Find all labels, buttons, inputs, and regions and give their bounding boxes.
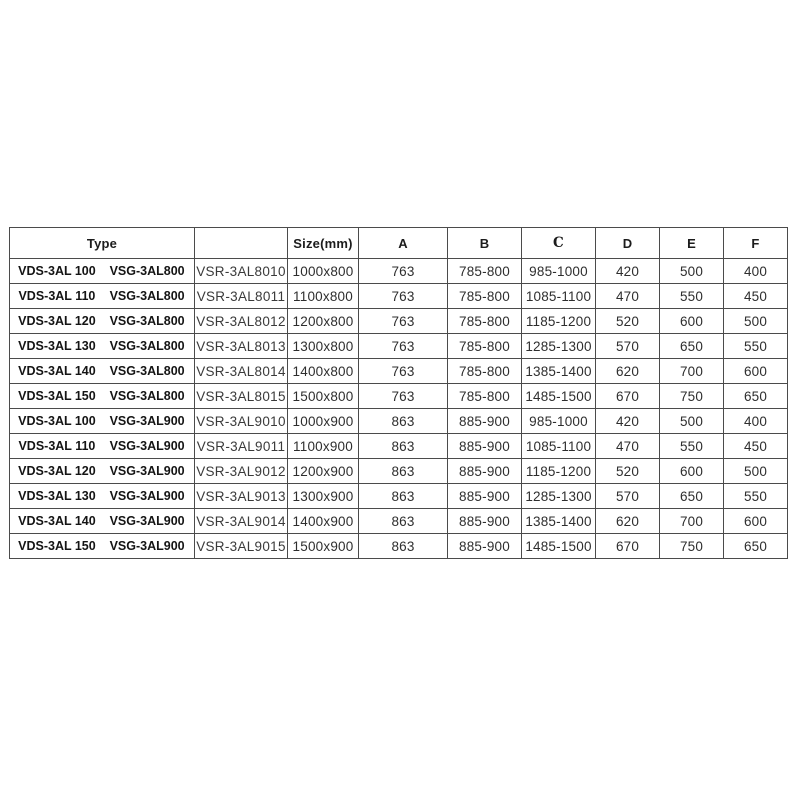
dim-e-cell: 750	[660, 534, 724, 559]
type-vsg-model: VSG-3AL900	[109, 439, 185, 453]
type-vds-model: VDS-3AL 140	[18, 364, 96, 378]
dim-d-cell: 470	[596, 284, 660, 309]
dim-b-cell: 785-800	[448, 359, 522, 384]
type-vsg-model: VSG-3AL800	[109, 339, 185, 353]
dim-d-cell: 520	[596, 309, 660, 334]
type-vds-model: VDS-3AL 100	[18, 264, 96, 278]
dim-e-cell: 550	[660, 434, 724, 459]
dim-b-cell: 785-800	[448, 309, 522, 334]
dim-a-cell: 863	[359, 459, 448, 484]
dim-b-cell: 885-900	[448, 509, 522, 534]
dim-d-cell: 670	[596, 534, 660, 559]
model-code-cell: VSR-3AL8011	[195, 284, 288, 309]
type-cell	[10, 409, 195, 434]
dim-d-cell: 670	[596, 384, 660, 409]
dim-f-cell: 650	[724, 534, 788, 559]
col-header-size: Size(mm)	[288, 228, 359, 259]
col-header-e: E	[660, 228, 724, 259]
col-header-code	[195, 228, 288, 259]
type-cell	[10, 484, 195, 509]
dim-c-cell: 985-1000	[522, 409, 596, 434]
table-row	[10, 484, 788, 509]
size-cell: 1200x900	[288, 459, 359, 484]
size-cell: 1000x800	[288, 259, 359, 284]
dim-f-cell: 400	[724, 409, 788, 434]
dim-a-cell: 763	[359, 284, 448, 309]
type-vds-model: VDS-3AL 120	[18, 314, 96, 328]
dim-f-cell: 650	[724, 384, 788, 409]
type-cell	[10, 459, 195, 484]
dim-d-cell: 620	[596, 509, 660, 534]
model-code-cell: VSR-3AL9015	[195, 534, 288, 559]
dim-a-cell: 763	[359, 334, 448, 359]
header-row	[10, 228, 788, 259]
dim-e-cell: 500	[660, 259, 724, 284]
dim-d-cell: 570	[596, 484, 660, 509]
dim-f-cell: 500	[724, 459, 788, 484]
size-cell: 1400x900	[288, 509, 359, 534]
model-code-cell: VSR-3AL8013	[195, 334, 288, 359]
table-row	[10, 459, 788, 484]
dim-f-cell: 500	[724, 309, 788, 334]
type-cell	[10, 434, 195, 459]
type-vsg-model: VSG-3AL900	[109, 414, 185, 428]
dim-b-cell: 785-800	[448, 259, 522, 284]
col-header-b: B	[448, 228, 522, 259]
dim-a-cell: 863	[359, 409, 448, 434]
dim-c-cell: 1285-1300	[522, 484, 596, 509]
type-vsg-model: VSG-3AL800	[109, 389, 185, 403]
dim-b-cell: 885-900	[448, 434, 522, 459]
size-cell: 1300x800	[288, 334, 359, 359]
dim-c-cell: 1185-1200	[522, 309, 596, 334]
dim-b-cell: 785-800	[448, 384, 522, 409]
dim-b-cell: 885-900	[448, 409, 522, 434]
type-vsg-model: VSG-3AL800	[109, 364, 185, 378]
dim-b-cell: 785-800	[448, 284, 522, 309]
dim-a-cell: 863	[359, 484, 448, 509]
type-vsg-model: VSG-3AL800	[109, 289, 185, 303]
dim-b-cell: 785-800	[448, 334, 522, 359]
dim-c-cell: 1085-1100	[522, 284, 596, 309]
dim-c-cell: 1085-1100	[522, 434, 596, 459]
model-code-cell: VSR-3AL9012	[195, 459, 288, 484]
dim-a-cell: 863	[359, 434, 448, 459]
model-code-cell: VSR-3AL8010	[195, 259, 288, 284]
type-vsg-model: VSG-3AL800	[109, 264, 185, 278]
model-code-cell: VSR-3AL8012	[195, 309, 288, 334]
dim-f-cell: 550	[724, 484, 788, 509]
dim-e-cell: 600	[660, 459, 724, 484]
dim-e-cell: 650	[660, 484, 724, 509]
type-vds-model: VDS-3AL 150	[18, 389, 96, 403]
size-cell: 1200x800	[288, 309, 359, 334]
size-cell: 1100x900	[288, 434, 359, 459]
model-code-cell: VSR-3AL9013	[195, 484, 288, 509]
dim-d-cell: 420	[596, 409, 660, 434]
dim-e-cell: 500	[660, 409, 724, 434]
dim-e-cell: 650	[660, 334, 724, 359]
dim-e-cell: 700	[660, 359, 724, 384]
dim-e-cell: 750	[660, 384, 724, 409]
type-cell	[10, 334, 195, 359]
dim-d-cell: 420	[596, 259, 660, 284]
model-code-cell: VSR-3AL8015	[195, 384, 288, 409]
type-cell	[10, 534, 195, 559]
type-vsg-model: VSG-3AL900	[109, 539, 185, 553]
dim-a-cell: 863	[359, 509, 448, 534]
type-cell	[10, 509, 195, 534]
dim-c-cell: 1285-1300	[522, 334, 596, 359]
dim-c-cell: 1385-1400	[522, 509, 596, 534]
table-row	[10, 534, 788, 559]
dim-f-cell: 600	[724, 509, 788, 534]
type-cell	[10, 384, 195, 409]
dim-b-cell: 885-900	[448, 459, 522, 484]
table-body	[10, 259, 788, 559]
table-row	[10, 509, 788, 534]
model-code-cell: VSR-3AL9010	[195, 409, 288, 434]
dim-a-cell: 863	[359, 534, 448, 559]
type-vds-model: VDS-3AL 150	[18, 539, 96, 553]
type-cell	[10, 284, 195, 309]
table-row	[10, 359, 788, 384]
table-row	[10, 284, 788, 309]
model-code-cell: VSR-3AL9014	[195, 509, 288, 534]
size-cell: 1300x900	[288, 484, 359, 509]
size-cell: 1400x800	[288, 359, 359, 384]
dim-c-cell: 985-1000	[522, 259, 596, 284]
col-header-a: A	[359, 228, 448, 259]
type-vds-model: VDS-3AL 130	[18, 339, 96, 353]
table-row	[10, 309, 788, 334]
table-row	[10, 409, 788, 434]
type-cell	[10, 359, 195, 384]
model-code-cell: VSR-3AL9011	[195, 434, 288, 459]
col-header-f: F	[724, 228, 788, 259]
size-cell: 1500x800	[288, 384, 359, 409]
dim-e-cell: 700	[660, 509, 724, 534]
size-cell: 1500x900	[288, 534, 359, 559]
table-row	[10, 384, 788, 409]
model-code-cell: VSR-3AL8014	[195, 359, 288, 384]
dim-f-cell: 450	[724, 284, 788, 309]
table-row	[10, 259, 788, 284]
type-vsg-model: VSG-3AL900	[109, 514, 185, 528]
dim-a-cell: 763	[359, 259, 448, 284]
dim-b-cell: 885-900	[448, 534, 522, 559]
dim-d-cell: 520	[596, 459, 660, 484]
table-row	[10, 334, 788, 359]
dim-a-cell: 763	[359, 384, 448, 409]
dim-f-cell: 600	[724, 359, 788, 384]
dim-c-cell: 1185-1200	[522, 459, 596, 484]
type-vsg-model: VSG-3AL900	[109, 489, 185, 503]
size-cell: 1100x800	[288, 284, 359, 309]
dim-d-cell: 620	[596, 359, 660, 384]
type-vds-model: VDS-3AL 130	[18, 489, 96, 503]
type-vsg-model: VSG-3AL900	[109, 464, 185, 478]
type-cell	[10, 259, 195, 284]
dim-d-cell: 470	[596, 434, 660, 459]
type-vds-model: VDS-3AL 120	[18, 464, 96, 478]
size-cell: 1000x900	[288, 409, 359, 434]
type-vds-model: VDS-3AL 110	[18, 439, 96, 453]
dim-e-cell: 600	[660, 309, 724, 334]
dim-d-cell: 570	[596, 334, 660, 359]
col-header-type: Type	[10, 228, 195, 259]
type-vds-model: VDS-3AL 140	[18, 514, 96, 528]
table-row	[10, 434, 788, 459]
dim-e-cell: 550	[660, 284, 724, 309]
col-header-d: D	[596, 228, 660, 259]
dim-c-cell: 1485-1500	[522, 384, 596, 409]
col-header-c: C	[522, 228, 596, 259]
dim-c-cell: 1485-1500	[522, 534, 596, 559]
type-cell	[10, 309, 195, 334]
type-vds-model: VDS-3AL 100	[18, 414, 96, 428]
spec-table	[9, 227, 788, 559]
dim-f-cell: 550	[724, 334, 788, 359]
dim-f-cell: 400	[724, 259, 788, 284]
dim-b-cell: 885-900	[448, 484, 522, 509]
type-vds-model: VDS-3AL 110	[18, 289, 96, 303]
type-vsg-model: VSG-3AL800	[109, 314, 185, 328]
dim-a-cell: 763	[359, 359, 448, 384]
dim-f-cell: 450	[724, 434, 788, 459]
dim-a-cell: 763	[359, 309, 448, 334]
dim-c-cell: 1385-1400	[522, 359, 596, 384]
